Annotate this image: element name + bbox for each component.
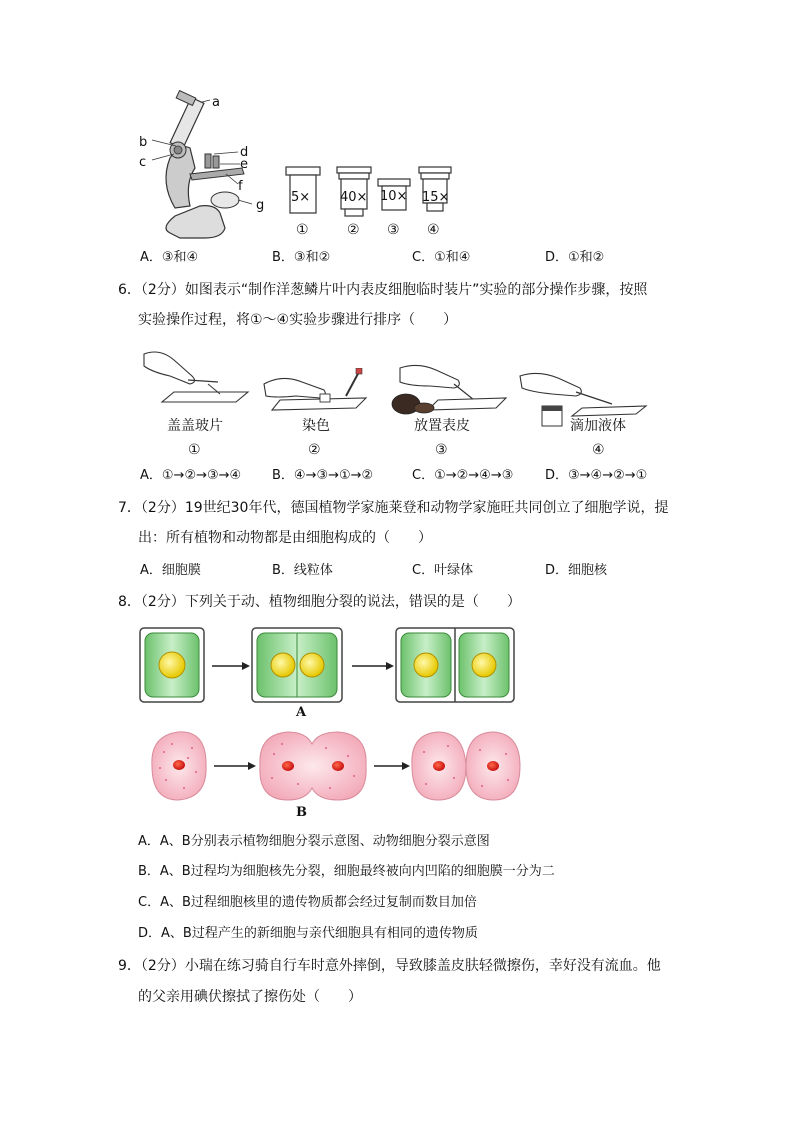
lens-2-mag: 40×	[340, 190, 368, 205]
q7-stem-line2: 出：所有植物和动物都是由细胞构成的（ ）	[138, 530, 432, 546]
q5-option-a[interactable]: A．③和④	[140, 250, 199, 265]
plant-cell-division-figure	[138, 626, 518, 706]
lens-4-num: ④	[427, 222, 440, 238]
q6-option-a[interactable]: A．①→②→③→④	[140, 468, 242, 483]
q7-option-b[interactable]: B．线粒体	[272, 563, 333, 578]
figure-label-b: B	[296, 805, 307, 820]
q7-option-a[interactable]: A．细胞膜	[140, 563, 201, 578]
q8-option-c[interactable]: C．A、B过程细胞核里的遗传物质都会经过复制而数目加倍	[138, 895, 477, 910]
step2-staining-figure	[262, 368, 372, 412]
step3-label: 放置表皮	[414, 418, 470, 434]
q7-option-c[interactable]: C．叶绿体	[412, 563, 474, 578]
step1-cover-slip-figure	[140, 346, 250, 408]
q6-option-b[interactable]: B．④→③→①→②	[272, 468, 374, 483]
step2-num: ②	[308, 442, 321, 458]
microscope-figure	[130, 88, 290, 248]
step3-place-epidermis-figure	[388, 360, 508, 416]
q5-option-d[interactable]: D．①和②	[545, 250, 605, 265]
label-d: d	[240, 145, 249, 160]
step4-label: 滴加液体	[570, 418, 626, 434]
q8-option-d[interactable]: D．A、B过程产生的新细胞与亲代细胞具有相同的遗传物质	[138, 926, 478, 941]
q7-option-d[interactable]: D．细胞核	[545, 563, 608, 578]
q8-option-b[interactable]: B．A、B过程均为细胞核先分裂，细胞最终被向内凹陷的细胞膜一分为二	[138, 864, 555, 879]
lens-1-mag: 5×	[291, 190, 311, 205]
label-g: g	[256, 198, 265, 213]
label-e: e	[240, 157, 248, 172]
q6-option-c[interactable]: C．①→②→④→③	[412, 468, 514, 483]
step1-label: 盖盖玻片	[167, 418, 223, 434]
q6-stem-line2: 实验操作过程，将①～④实验步骤进行排序（ ）	[138, 312, 458, 328]
q8-option-a[interactable]: A．A、B分别表示植物细胞分裂示意图、动物细胞分裂示意图	[138, 834, 490, 849]
lens-3-num: ③	[387, 222, 400, 238]
label-a: a	[212, 95, 220, 110]
label-f: f	[238, 179, 243, 194]
lens-1-num: ①	[296, 222, 309, 238]
q6-stem-line1: 6．（2分）如图表示“制作洋葱鳞片叶内表皮细胞临时装片”实验的部分操作步骤，按照	[118, 282, 648, 298]
label-c: c	[139, 155, 147, 170]
lens-3-mag: 10×	[380, 189, 408, 204]
step3-num: ③	[435, 442, 448, 458]
q9-stem-line1: 9．（2分）小瑞在练习骑自行车时意外摔倒，导致膝盖皮肤轻微擦伤，幸好没有流血。他	[118, 958, 661, 974]
animal-cell-division-figure	[148, 728, 528, 806]
step4-num: ④	[592, 442, 605, 458]
q6-option-d[interactable]: D．③→④→②→①	[545, 468, 648, 483]
label-b: b	[139, 135, 148, 150]
lens-4-mag: 15×	[422, 190, 450, 205]
q7-stem-line1: 7．（2分）19世纪30年代，德国植物学家施莱登和动物学家施旺共同创立了细胞学说，提	[118, 500, 669, 516]
step1-num: ①	[188, 442, 201, 458]
q5-option-b[interactable]: B．③和②	[272, 250, 331, 265]
lens-2-num: ②	[347, 222, 360, 238]
step2-label: 染色	[302, 418, 330, 434]
figure-label-a: A	[296, 705, 307, 720]
q5-option-c[interactable]: C．①和④	[412, 250, 471, 265]
q8-stem: 8．（2分）下列关于动、植物细胞分裂的说法，错误的是（ ）	[118, 594, 521, 610]
q9-stem-line2: 的父亲用碘伏擦拭了擦伤处（ ）	[138, 989, 362, 1005]
